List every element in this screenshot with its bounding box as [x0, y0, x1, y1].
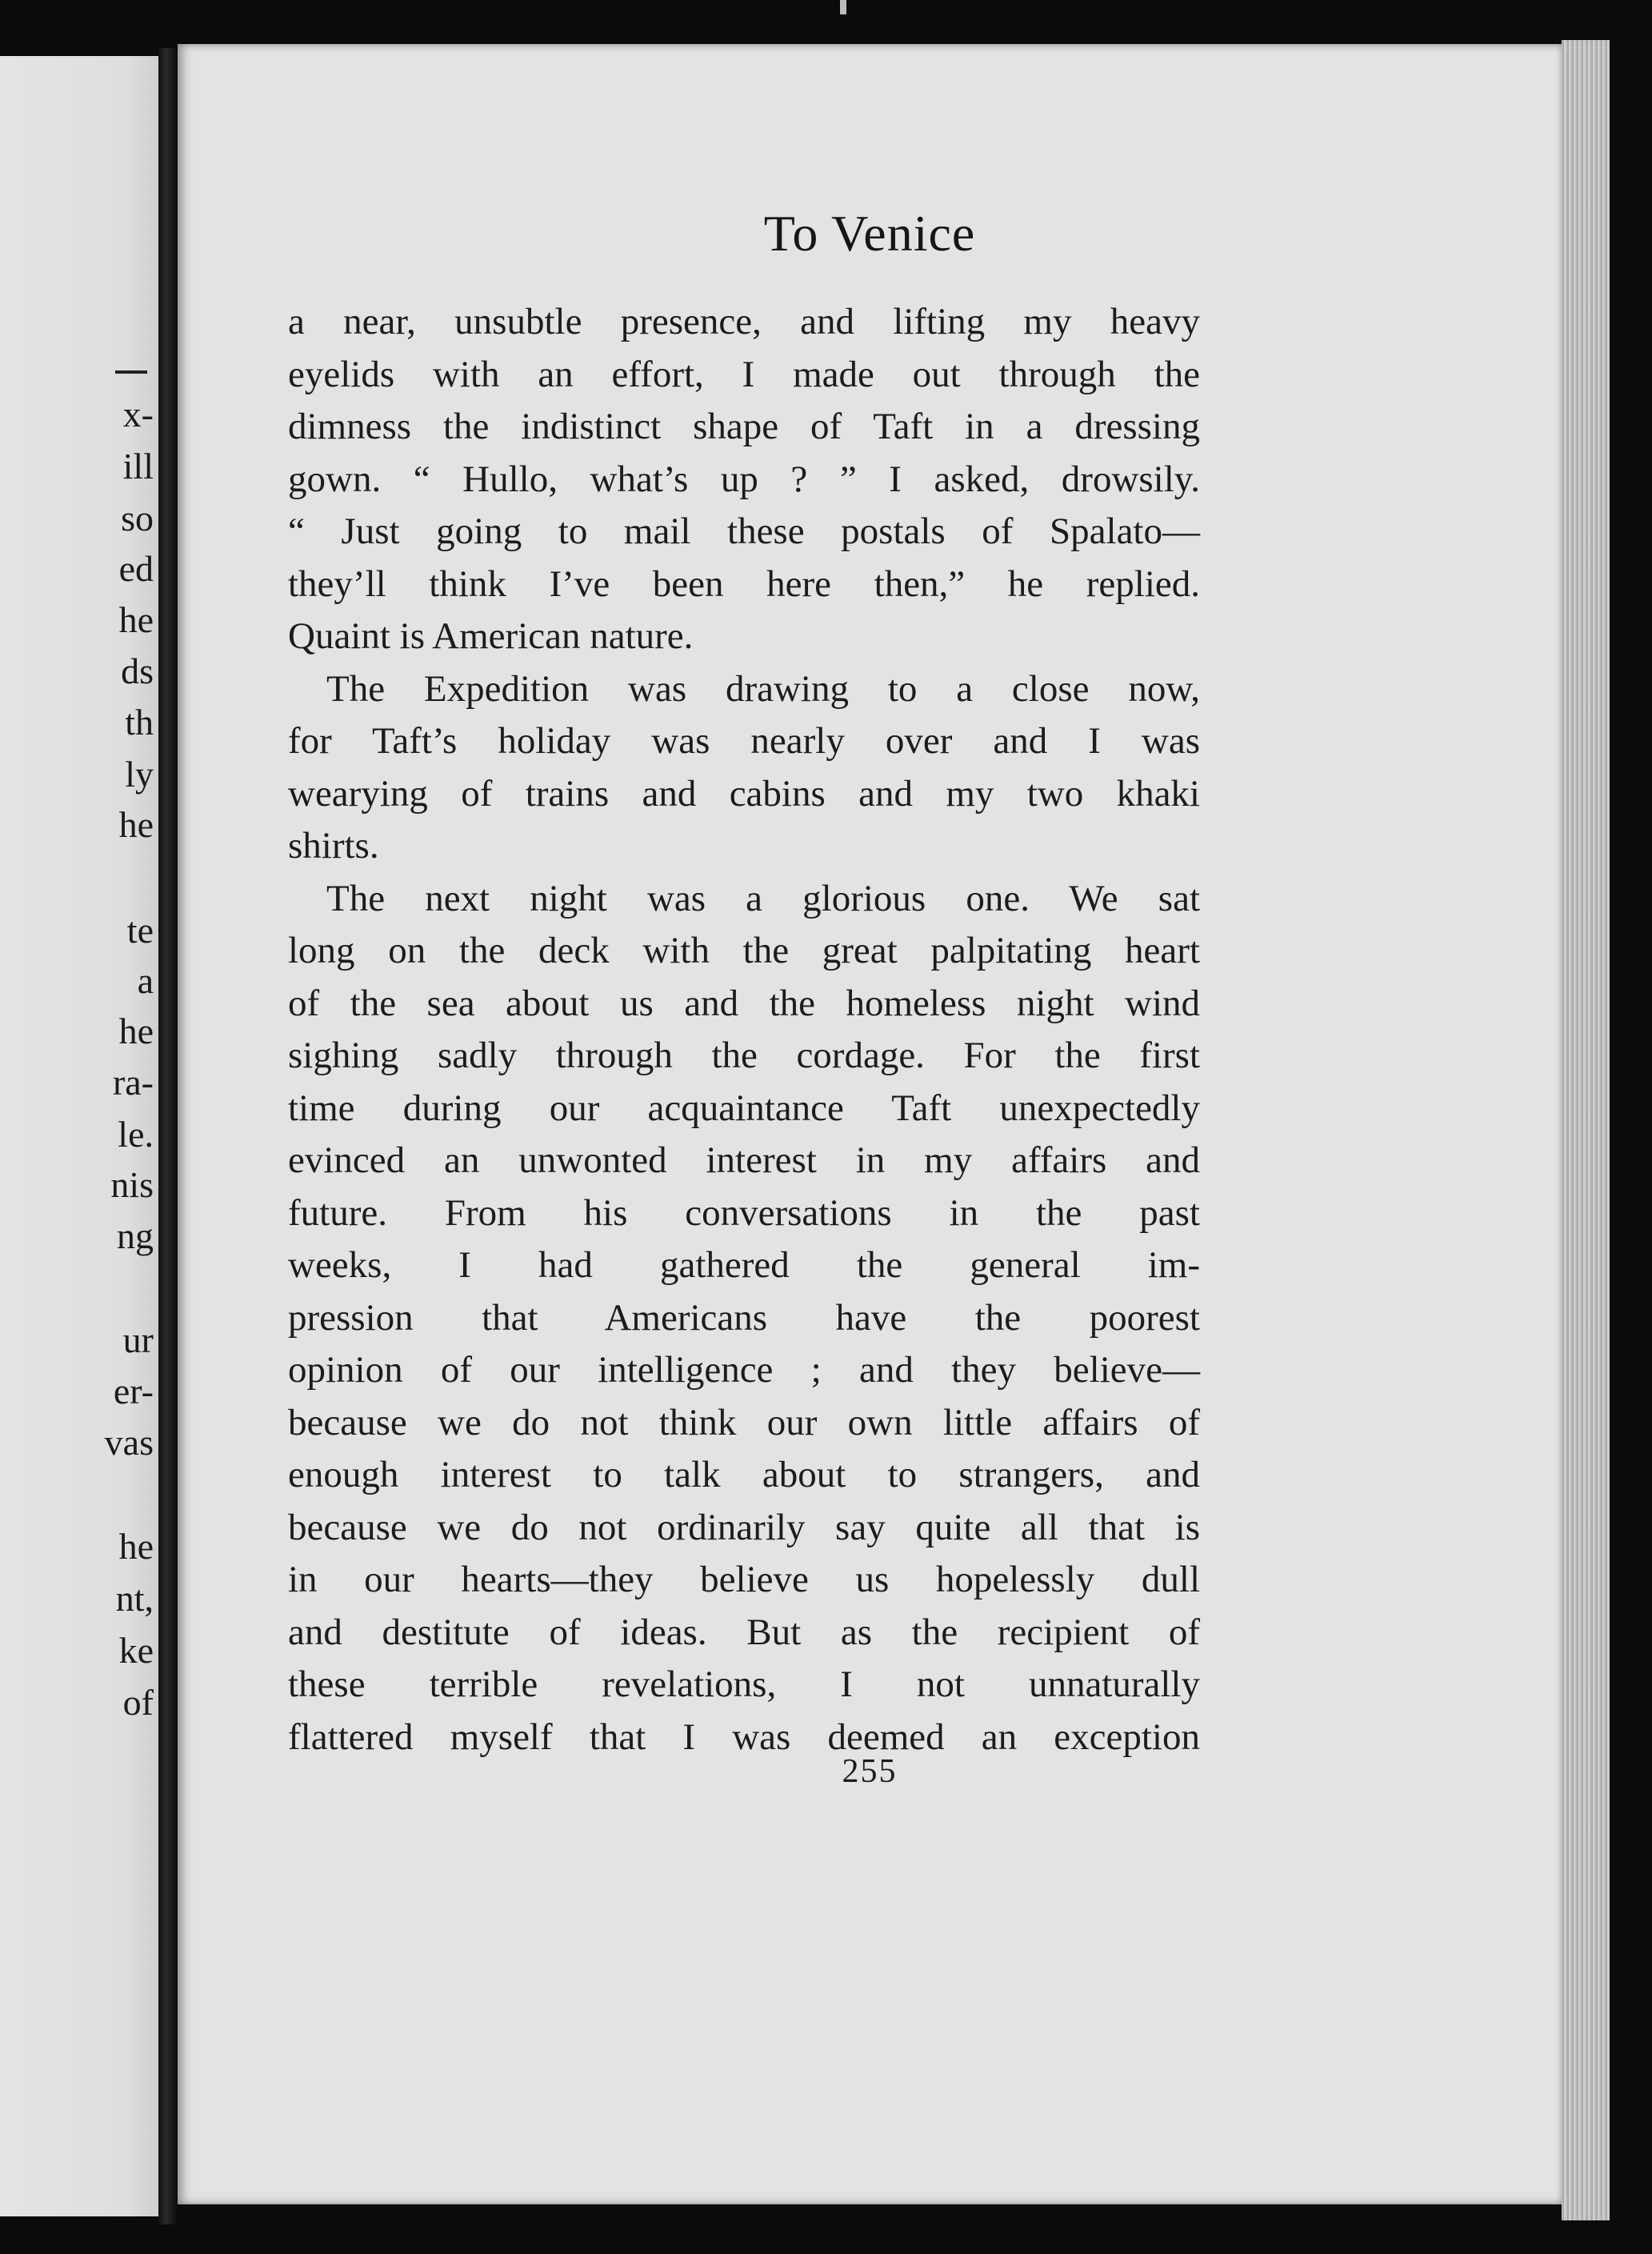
text-line: pression that Americans have the poorest [288, 1296, 1200, 1339]
left-page-fragment: ke [118, 1630, 154, 1671]
left-page-fragment: th [125, 702, 154, 743]
text-line: enough interest to talk about to strangers, and [288, 1454, 1200, 1495]
text-line: wearying of trains and cabins and my two khaki [288, 772, 1200, 815]
text-line: shirts. [288, 825, 379, 867]
text-line: future. From his conversations in the past [288, 1191, 1200, 1234]
left-page-fragment: ur [122, 1319, 154, 1360]
text-line: evinced an unwonted interest in my affairs and [288, 1139, 1200, 1181]
text-line: The next night was a glorious one. We sat [326, 877, 1200, 919]
left-page-dash [115, 370, 147, 374]
left-page-fragment: te [126, 910, 154, 951]
text-line: long on the deck with the great palpitating heart [288, 930, 1200, 971]
left-page-fragment: ed [118, 548, 154, 589]
text-line: gown. “ Hullo, what’s up ? ” I asked, drowsily. [288, 458, 1200, 500]
left-page-fragment: vas [104, 1422, 154, 1463]
left-page-fragment: ds [121, 651, 154, 691]
left-page-fragment: ra- [112, 1062, 154, 1103]
text-line: because we do not think our own little affairs of [288, 1401, 1200, 1443]
left-page-fragment: he [118, 1526, 154, 1567]
left-page-fragment: he [118, 599, 154, 640]
page-edges [1562, 40, 1610, 2220]
text-line: they’ll think I’ve been here then,” he replied. [288, 562, 1200, 605]
left-page-fragment: so [121, 498, 154, 538]
text-line: these terrible revelations, I not unnaturally [288, 1663, 1200, 1705]
left-page-fragment: le. [118, 1114, 154, 1155]
scan-artifact [840, 0, 846, 14]
text-line: Quaint is American nature. [288, 615, 694, 657]
text-line: because we do not ordinarily say quite all that is [288, 1506, 1200, 1548]
left-page-fragment: he [118, 804, 154, 845]
left-page-fragment: x- [122, 394, 154, 434]
text-line: time during our acquaintance Taft unexpectedly [288, 1087, 1200, 1129]
left-page-fragment: ng [117, 1215, 154, 1256]
text-line: of the sea about us and the homeless night wind [288, 982, 1200, 1024]
text-line: weeks, I had gathered the general im- [288, 1244, 1200, 1286]
text-line: The Expedition was drawing to a close now, [326, 667, 1200, 710]
book-gutter [158, 48, 178, 2224]
left-page-fragment: a [137, 960, 154, 1001]
left-page-fragment: er- [113, 1371, 154, 1411]
left-page-fragment: nt, [115, 1578, 154, 1619]
text-line: and destitute of ideas. But as the recipient of [288, 1611, 1200, 1653]
left-page-fragment: of [122, 1682, 154, 1723]
text-line: a near, unsubtle presence, and lifting my heavy [288, 301, 1200, 342]
left-page-fragment: ly [125, 754, 154, 795]
text-line: eyelids with an effort, I made out through the [288, 353, 1200, 395]
body-text [288, 296, 1200, 1764]
left-page-fragment: ill [122, 446, 154, 486]
text-line: in our hearts—they believe us hopelessly dull [288, 1559, 1200, 1600]
text-line: for Taft’s holiday was nearly over and I was [288, 720, 1200, 762]
text-line: dimness the indistinct shape of Taft in a dressing [288, 406, 1200, 447]
left-page-fragment: he [118, 1011, 154, 1051]
text-line: sighing sadly through the cordage. For the first [288, 1035, 1200, 1076]
text-line: “ Just going to mail these postals of Spalato— [288, 510, 1200, 552]
running-head: To Venice [763, 205, 976, 262]
text-line: opinion of our intelligence ; and they believe— [288, 1349, 1200, 1391]
left-page-fragment: nis [110, 1164, 154, 1205]
text-line: flattered myself that I was deemed an exception [288, 1716, 1200, 1758]
page-number: 255 [842, 1753, 898, 1790]
